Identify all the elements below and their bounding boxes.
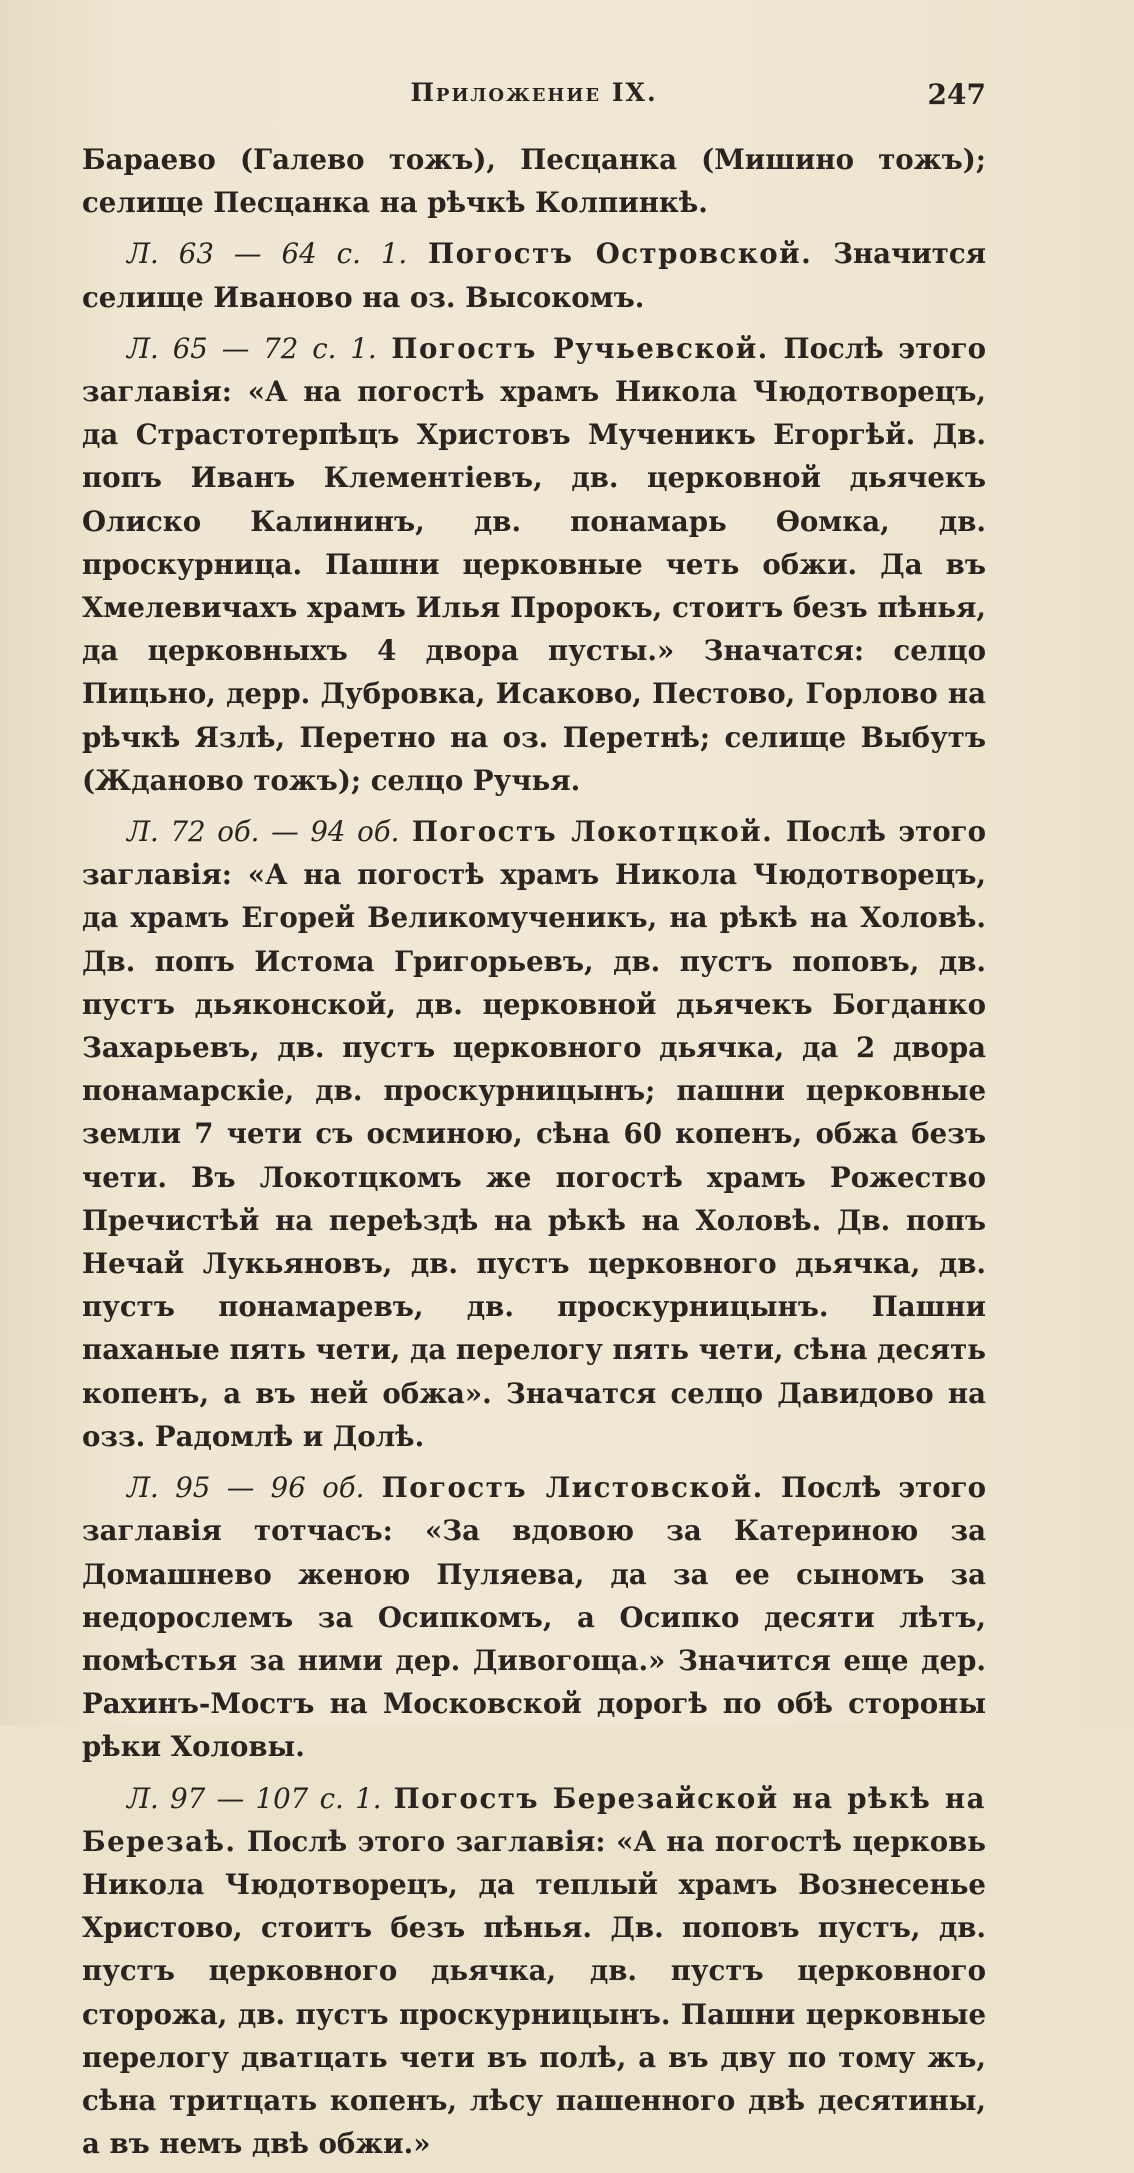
page-number: 247 xyxy=(927,78,986,111)
paragraph-continuation xyxy=(82,138,986,224)
paragraph-text: Послѣ этого заглавія: «А на погостѣ храмъ Никола Чюдотворецъ, да Страстотерпѣцъ Христовъ Мученикъ Егоргѣй. Дв. попъ Иванъ Клементіевъ, дв. церковной дьячекъ Олиско Калининъ, дв. понамарь Ѳомка, дв. проскурница. Пашни церковные четь обжи. Да въ Хмелевичахъ храмъ Илья Пророкъ, стоитъ безъ пѣнья, да церковныхъ 4 двора пусты.» Значатся: селцо Пицьно, дерр. Дубровка, Исаково, Пестово, Горлово на рѣчкѣ Язлѣ, Перетно на оз. Перетнѣ; селище Выбутъ (Жданово тожъ); селцо Ручья. xyxy=(82,331,987,797)
running-header xyxy=(82,78,986,118)
pogost-heading: Погостъ Березайской на рѣкѣ на Березаѣ. xyxy=(82,1781,986,1858)
folio-reference: Л. 97 — 107 с. 1. xyxy=(127,1781,382,1815)
entry-ostrovskoy xyxy=(82,232,986,318)
entry-berezayskoy xyxy=(82,1777,986,2166)
header-title: Приложение IX. xyxy=(410,78,658,107)
folio-reference: Л. 72 об. — 94 об. xyxy=(127,815,400,849)
entry-lokottskoy xyxy=(82,810,986,1458)
paragraph-text: Значится селище Иваново на оз. Высокомъ. xyxy=(82,237,987,314)
folio-reference: Л. 95 — 96 об. xyxy=(127,1471,365,1505)
paragraph-text: Послѣ этого заглавія: «А на погостѣ церковь Никола Чюдотворецъ, да теплый храмъ Вознесенье Христово, стоитъ безъ пѣнья. Дв. поповъ пустъ, дв. пустъ церковного дьячка, дв. пустъ церковного сторожа, дв. пустъ проскурницынъ. Пашни церковные перелогу дватцать чети въ полѣ, а въ дву по тому жъ, сѣна тритцать копенъ, лѣсу пашенного двѣ десятины, а въ немъ двѣ обжи.» xyxy=(82,1824,986,2161)
page-body xyxy=(82,138,986,2173)
paragraph-text: Послѣ этого заглавія: «А на погостѣ храмъ Никола Чюдотворецъ, да храмъ Егорей Великомученикъ, на рѣкѣ на Холовѣ. Дв. попъ Истома Григорьевъ, дв. пустъ поповъ, дв. пустъ дьяконской, дв. церковной дьячекъ Богданко Захарьевъ, дв. пустъ церковного дьячка, да 2 двора понамарскіе, дв. проскурницынъ; пашни церковные земли 7 чети съ осминою, сѣна 60 копенъ, обжа безъ чети. Въ Локотцкомъ же погостѣ храмъ Рожество Пречистѣй на переѣздѣ на рѣкѣ на Холовѣ. Дв. попъ Нечай Лукьяновъ, дв. пустъ церковного дьячка, дв. пустъ понамаревъ, дв. проскурницынъ. Пашни паханые пять чети, да перелогу пять чети, сѣна десять копенъ, а въ ней обжа». Значатся селцо Давидово на озз. Радомлѣ и Долѣ. xyxy=(82,815,986,1453)
pogost-heading: Погостъ Островской. xyxy=(428,237,813,271)
entry-listovskoy xyxy=(82,1466,986,1768)
folio-reference: Л. 63 — 64 с. 1. xyxy=(127,237,408,271)
paragraph-text: Бараево (Галево тожъ), Песцанка (Мишино тожъ); селище Песцанка на рѣчкѣ Колпинкѣ. xyxy=(82,143,986,220)
pogost-heading: Погостъ Листовской. xyxy=(381,1471,764,1505)
paragraph-text: Послѣ этого заглавія тотчасъ: «За вдовою за Катериною за Домашнево женою Пуляева, да за ее сыномъ за недорослемъ за Осипкомъ, а Осипко десяти лѣтъ, помѣстья за ними дер. Дивогоща.» Значится еще дер. Рахинъ-Мостъ на Московской дорогѣ по обѣ стороны рѣки Холовы. xyxy=(82,1471,986,1764)
entry-ruchyevskoy xyxy=(82,327,986,802)
folio-reference: Л. 65 — 72 с. 1. xyxy=(127,331,377,365)
pogost-heading: Погостъ Локотцкой. xyxy=(411,815,774,849)
pogost-heading: Погостъ Ручьевской. xyxy=(391,331,769,365)
